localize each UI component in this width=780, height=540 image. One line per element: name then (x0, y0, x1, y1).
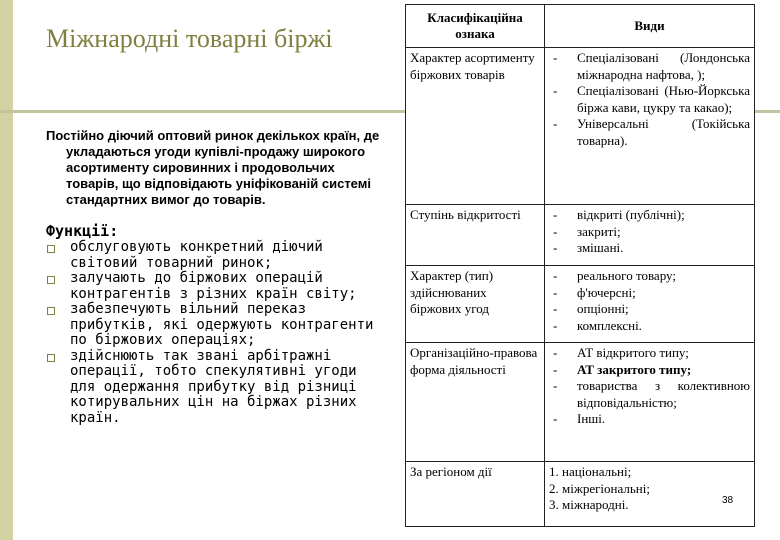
type-item (549, 268, 750, 285)
dash-marker: - (553, 240, 558, 255)
functions-list (46, 240, 386, 426)
type-text: ф'ючерсні; (577, 284, 636, 300)
type-text: Універсальні (Токійська товарна). (577, 116, 750, 148)
type-text: відкриті (публічні); (577, 207, 685, 222)
square-bullet-icon (47, 276, 55, 284)
types-cell (545, 266, 755, 343)
slide-title: Міжнародні товарні біржі (46, 24, 333, 53)
dash-marker: - (553, 361, 558, 377)
type-item (549, 224, 750, 241)
type-text: змішані. (577, 240, 624, 255)
type-item (549, 345, 750, 362)
type-item (549, 362, 750, 379)
function-item (46, 240, 386, 271)
dash-marker: - (553, 378, 558, 393)
type-item (549, 378, 750, 411)
criterion-cell: Ступінь відкритості (406, 205, 545, 266)
type-text: Інші. (577, 411, 606, 426)
type-item (549, 285, 750, 302)
dash-marker: - (553, 50, 558, 65)
type-item (549, 411, 750, 428)
criterion-cell: Характер асортименту біржових товарів (406, 48, 545, 205)
function-text: здійснюють так звані арбітражні операції, тобто спекулятивні угоди для одержання прибутку від різниці котирувальних цін на біржах різних країн. (70, 347, 357, 426)
function-text: обслуговують конкретний діючий світовий товарний ринок; (70, 239, 323, 271)
type-text: опціонні; (577, 301, 629, 316)
dash-marker: - (553, 411, 558, 426)
type-text: АТ відкритого типу; (577, 345, 689, 360)
criterion-cell: Характер (тип) здійснюваних біржових угод (406, 266, 545, 343)
function-item (46, 302, 386, 349)
dash-marker: - (553, 301, 558, 316)
type-item (549, 240, 750, 257)
criterion-cell: За регіоном дії (406, 462, 545, 527)
function-text: забезпечують вільний переказ прибутків, які одержують контрагенти по біржових операціях; (70, 301, 374, 348)
region-item: 3. міжнародні. (549, 497, 629, 512)
table-row (406, 205, 755, 266)
type-item (549, 50, 750, 83)
header-types: Види (545, 5, 755, 48)
type-item (549, 301, 750, 318)
page-number: 38 (722, 495, 734, 506)
dash-marker: - (553, 345, 558, 360)
types-cell (545, 462, 755, 527)
table-row (406, 343, 755, 462)
square-bullet-icon (47, 354, 55, 362)
dash-marker: - (553, 268, 558, 283)
dash-marker: - (553, 223, 558, 239)
type-text: товариства з колективною відповідальністю; (577, 378, 750, 410)
type-text: Спеціалізовані (Лондонська міжнародна нафтова, ); (577, 50, 750, 82)
table-row (406, 48, 755, 205)
left-accent-bar (0, 0, 13, 540)
type-text: Спеціалізовані (Нью-Йоркська біржа кави, цукру та какао); (577, 83, 750, 115)
function-text: залучають до біржових операцій контрагентів з різних країн світу; (70, 270, 357, 302)
dash-marker: - (553, 317, 558, 333)
types-cell (545, 343, 755, 462)
table-row (406, 462, 755, 527)
dash-marker: - (553, 207, 558, 222)
square-bullet-icon (47, 307, 55, 315)
header-criterion: Класифікаційна ознака (406, 5, 545, 48)
dash-marker: - (553, 284, 558, 300)
square-bullet-icon (47, 245, 55, 253)
type-item (549, 83, 750, 116)
types-cell (545, 205, 755, 266)
dash-marker: - (553, 83, 558, 98)
dash-marker: - (553, 116, 558, 131)
classification-table (405, 4, 755, 527)
type-text: закриті; (577, 223, 621, 239)
function-item (46, 349, 386, 427)
types-cell (545, 48, 755, 205)
type-item (549, 318, 750, 335)
table-header-row (406, 5, 755, 48)
function-item (46, 271, 386, 302)
table-row (406, 266, 755, 343)
type-text: АТ закритого типу; (577, 361, 692, 377)
region-item: 2. міжрегіональні; (549, 480, 650, 496)
region-item: 1. національні; (549, 464, 632, 479)
criterion-cell: Організаційно-правова форма діяльності (406, 343, 545, 462)
type-item (549, 207, 750, 224)
functions-heading: Функції: (46, 222, 119, 240)
type-text: комплексні. (577, 317, 642, 333)
type-text: реального товару; (577, 268, 676, 283)
definition-text: Постійно діючий оптовий ринок декількох країн, де укладаються угоди купівлі-продажу широкого асортименту сировинних і продовольчих товарів, що відповідають уніфікованій системі стандартних вимог до товарів. (46, 128, 380, 207)
type-item (549, 116, 750, 149)
